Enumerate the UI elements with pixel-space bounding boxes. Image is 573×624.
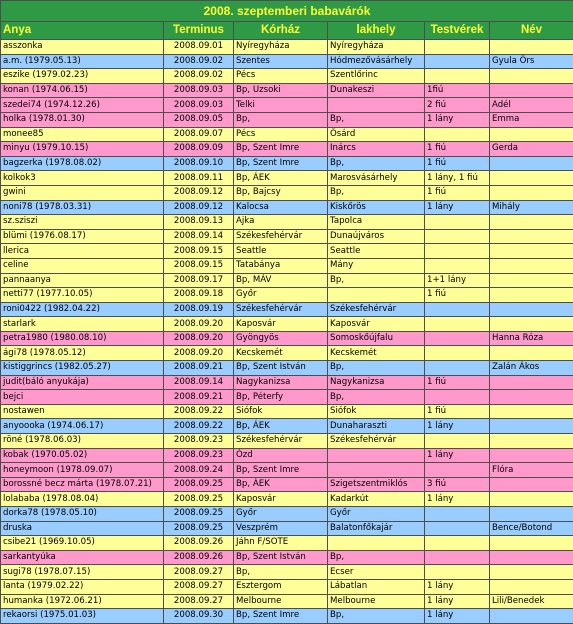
cell-anya: sarkantyúka [1, 550, 164, 565]
cell-lakhely: Tapolca [328, 215, 425, 230]
cell-lakhely [328, 448, 425, 463]
cell-terminus: 2008.09.22 [164, 419, 234, 434]
cell-testverek [425, 302, 490, 317]
cell-korhaz: Bp, Szent István [234, 550, 328, 565]
table-row [1, 346, 573, 361]
table-row [1, 507, 573, 522]
cell-nev [490, 215, 573, 230]
cell-korhaz: Jáhn F/SOTE [234, 536, 328, 551]
cell-anya: kobak (1970.05.02) [1, 448, 164, 463]
cell-terminus: 2008.09.20 [164, 331, 234, 346]
cell-nev: Adél [490, 98, 573, 113]
cell-lakhely: Kaposvár [328, 317, 425, 332]
table-row [1, 463, 573, 478]
cell-anya: gwini [1, 185, 164, 200]
cell-terminus: 2008.09.25 [164, 477, 234, 492]
cell-lakhely: Bp, [328, 112, 425, 127]
cell-testverek: 1 fiú [425, 404, 490, 419]
cell-lakhely: Dunakeszi [328, 83, 425, 98]
cell-terminus: 2008.09.21 [164, 390, 234, 405]
cell-testverek [425, 507, 490, 522]
cell-anya: netti77 (1977.10.05) [1, 288, 164, 303]
cell-lakhely: Szentlőrinc [328, 69, 425, 84]
table-row [1, 171, 573, 186]
cell-anya: asszonka [1, 40, 164, 55]
cell-testverek [425, 229, 490, 244]
cell-terminus: 2008.09.12 [164, 185, 234, 200]
cell-testverek [425, 361, 490, 376]
cell-terminus: 2008.09.14 [164, 229, 234, 244]
cell-testverek: 1 lány [425, 594, 490, 609]
table-row [1, 156, 573, 171]
cell-terminus: 2008.09.03 [164, 98, 234, 113]
cell-anya: csibe21 (1969.10.05) [1, 536, 164, 551]
cell-terminus: 2008.09.17 [164, 273, 234, 288]
cell-nev [490, 565, 573, 580]
cell-terminus: 2008.09.27 [164, 579, 234, 594]
table-row [1, 331, 573, 346]
cell-terminus: 2008.09.25 [164, 521, 234, 536]
cell-lakhely: Székesfehérvár [328, 434, 425, 449]
cell-terminus: 2008.09.20 [164, 317, 234, 332]
cell-korhaz: Pécs [234, 69, 328, 84]
header-lakhely: lakhely [328, 22, 425, 40]
header-korhaz: Kórház [234, 22, 328, 40]
cell-anya: humanka (1972.06.21) [1, 594, 164, 609]
cell-terminus: 2008.09.27 [164, 565, 234, 580]
cell-nev [490, 346, 573, 361]
table-row [1, 404, 573, 419]
cell-korhaz: Győr [234, 507, 328, 522]
cell-korhaz: Székesfehérvár [234, 434, 328, 449]
cell-testverek: 1 lány [425, 200, 490, 215]
cell-anya: starlark [1, 317, 164, 332]
table-row [1, 69, 573, 84]
cell-testverek [425, 331, 490, 346]
cell-korhaz: Szentes [234, 54, 328, 69]
cell-korhaz: Kalocsa [234, 200, 328, 215]
cell-nev [490, 229, 573, 244]
cell-terminus: 2008.09.03 [164, 83, 234, 98]
cell-lakhely: Inárcs [328, 142, 425, 157]
cell-terminus: 2008.09.19 [164, 302, 234, 317]
cell-anya: druska [1, 521, 164, 536]
table-row [1, 375, 573, 390]
cell-terminus: 2008.09.23 [164, 434, 234, 449]
cell-anya: nostawen [1, 404, 164, 419]
cell-terminus: 2008.09.27 [164, 594, 234, 609]
cell-nev [490, 492, 573, 507]
cell-nev [490, 507, 573, 522]
cell-testverek: 1 fiú [425, 288, 490, 303]
cell-nev [490, 127, 573, 142]
cell-nev: Emma [490, 112, 573, 127]
cell-nev [490, 404, 573, 419]
cell-anya: ági78 (1978.05.12) [1, 346, 164, 361]
cell-nev: Flóra [490, 463, 573, 478]
cell-nev: Hanna Róza [490, 331, 573, 346]
cell-testverek [425, 346, 490, 361]
cell-korhaz: Győr [234, 288, 328, 303]
cell-anya: a.m. (1979.05.13) [1, 54, 164, 69]
cell-testverek [425, 536, 490, 551]
cell-korhaz: Ajka [234, 215, 328, 230]
cell-anya: eszike (1979.02.23) [1, 69, 164, 84]
cell-anya: celine [1, 258, 164, 273]
cell-testverek [425, 215, 490, 230]
cell-nev [490, 156, 573, 171]
table-row [1, 54, 573, 69]
table-row [1, 273, 573, 288]
cell-korhaz: Kaposvár [234, 317, 328, 332]
cell-lakhely: Nyíregyháza [328, 40, 425, 55]
cell-terminus: 2008.09.02 [164, 69, 234, 84]
cell-terminus: 2008.09.15 [164, 244, 234, 259]
cell-korhaz: Kaposvár [234, 492, 328, 507]
cell-anya: lolababa (1978.08.04) [1, 492, 164, 507]
cell-anya: holka (1978.01.30) [1, 112, 164, 127]
cell-lakhely: Lábatlan [328, 579, 425, 594]
cell-anya: konan (1974.06.15) [1, 83, 164, 98]
cell-anya: honeymoon (1978.09.07) [1, 463, 164, 478]
cell-lakhely: Hódmezővásárhely [328, 54, 425, 69]
cell-korhaz: Bp, Szent Imre [234, 142, 328, 157]
cell-anya: kistiggrincs (1982.05.27) [1, 361, 164, 376]
cell-korhaz: Bp, Szent Imre [234, 609, 328, 624]
cell-terminus: 2008.09.12 [164, 200, 234, 215]
cell-lakhely [328, 463, 425, 478]
cell-lakhely: Ecser [328, 565, 425, 580]
cell-korhaz: Melbourne [234, 594, 328, 609]
cell-nev [490, 185, 573, 200]
cell-anya: judit(báló anyukája) [1, 375, 164, 390]
cell-testverek: 1+1 lány [425, 273, 490, 288]
cell-lakhely: Győr [328, 507, 425, 522]
table-row [1, 448, 573, 463]
cell-terminus: 2008.09.18 [164, 288, 234, 303]
cell-testverek [425, 390, 490, 405]
cell-korhaz: Bp, Szent Imre [234, 463, 328, 478]
cell-korhaz: Bp, Péterfy [234, 390, 328, 405]
header-testverek: Testvérek [425, 22, 490, 40]
cell-nev [490, 579, 573, 594]
cell-terminus: 2008.09.11 [164, 171, 234, 186]
cell-anya: blümi (1976.08.17) [1, 229, 164, 244]
cell-korhaz: Veszprém [234, 521, 328, 536]
table-row [1, 258, 573, 273]
cell-terminus: 2008.09.10 [164, 156, 234, 171]
cell-anya: anyoooka (1974.06.17) [1, 419, 164, 434]
cell-terminus: 2008.09.24 [164, 463, 234, 478]
cell-anya: monee85 [1, 127, 164, 142]
table-row [1, 609, 573, 624]
cell-terminus: 2008.09.30 [164, 609, 234, 624]
cell-anya: rekaorsi (1975.01.03) [1, 609, 164, 624]
table-row [1, 477, 573, 492]
cell-lakhely: Bp, [328, 185, 425, 200]
cell-testverek: 3 fiú [425, 477, 490, 492]
cell-anya: roni0422 (1982.04.22) [1, 302, 164, 317]
cell-nev [490, 550, 573, 565]
cell-korhaz: Seattle [234, 244, 328, 259]
cell-testverek [425, 521, 490, 536]
cell-korhaz: Tatabánya [234, 258, 328, 273]
cell-nev [490, 375, 573, 390]
table-row [1, 492, 573, 507]
cell-testverek [425, 550, 490, 565]
cell-korhaz: Gyöngyös [234, 331, 328, 346]
cell-terminus: 2008.09.26 [164, 536, 234, 551]
header-terminus: Terminus [164, 22, 234, 40]
cell-nev [490, 609, 573, 624]
cell-testverek: 2 fiú [425, 98, 490, 113]
header-anya: Anya [1, 22, 164, 40]
cell-lakhely: Mány [328, 258, 425, 273]
table-row [1, 288, 573, 303]
cell-korhaz: Székesfehérvár [234, 229, 328, 244]
cell-korhaz: Kecskemét [234, 346, 328, 361]
table-row [1, 390, 573, 405]
cell-lakhely: Szigetszentmiklós [328, 477, 425, 492]
cell-testverek [425, 127, 490, 142]
cell-lakhely: Bp, [328, 273, 425, 288]
table-row [1, 98, 573, 113]
table-row [1, 185, 573, 200]
cell-testverek: 1 lány, 1 fiú [425, 171, 490, 186]
table-row [1, 550, 573, 565]
table-row [1, 434, 573, 449]
cell-terminus: 2008.09.13 [164, 215, 234, 230]
cell-lakhely: Siófok [328, 404, 425, 419]
cell-nev: Mihály [490, 200, 573, 215]
cell-lakhely: Kiskőrös [328, 200, 425, 215]
cell-lakhely: Székesfehérvár [328, 302, 425, 317]
title-row [1, 1, 573, 22]
cell-korhaz: Bp, Uzsoki [234, 83, 328, 98]
cell-korhaz: Bp, ÁEK [234, 171, 328, 186]
cell-testverek: 1 fiú [425, 142, 490, 157]
cell-korhaz: Nyíregyháza [234, 40, 328, 55]
cell-korhaz: Nagykanizsa [234, 375, 328, 390]
table-row [1, 317, 573, 332]
cell-testverek [425, 434, 490, 449]
cell-korhaz: Bp, Szent Imre [234, 156, 328, 171]
cell-testverek [425, 317, 490, 332]
cell-nev [490, 477, 573, 492]
cell-anya: llerica [1, 244, 164, 259]
cell-lakhely: Balatonfőkajár [328, 521, 425, 536]
cell-anya: sugi78 (1978.07.15) [1, 565, 164, 580]
cell-terminus: 2008.09.26 [164, 550, 234, 565]
cell-nev [490, 390, 573, 405]
table-title: 2008. szeptemberi babavárók [1, 1, 573, 22]
cell-korhaz: Ózd [234, 448, 328, 463]
cell-testverek: 1 lány [425, 609, 490, 624]
cell-nev [490, 434, 573, 449]
cell-korhaz: Bp, [234, 112, 328, 127]
cell-korhaz: Esztergom [234, 579, 328, 594]
cell-lakhely: Somoskőújfalu [328, 331, 425, 346]
cell-korhaz: Telki [234, 98, 328, 113]
cell-lakhely [328, 288, 425, 303]
cell-lakhely [328, 536, 425, 551]
header-row [1, 22, 573, 40]
cell-terminus: 2008.09.25 [164, 507, 234, 522]
cell-anya: petra1980 (1980.08.10) [1, 331, 164, 346]
cell-anya: sz.sziszi [1, 215, 164, 230]
cell-terminus: 2008.09.07 [164, 127, 234, 142]
table-row [1, 419, 573, 434]
cell-lakhely: Nagykanizsa [328, 375, 425, 390]
cell-anya: kolkok3 [1, 171, 164, 186]
header-nev: Név [490, 22, 573, 40]
cell-lakhely: Melbourne [328, 594, 425, 609]
cell-nev [490, 171, 573, 186]
cell-korhaz: Bp, Bajcsy [234, 185, 328, 200]
cell-testverek [425, 54, 490, 69]
table-row [1, 536, 573, 551]
cell-nev [490, 273, 573, 288]
cell-testverek: 1 lány [425, 492, 490, 507]
table-row [1, 565, 573, 580]
cell-korhaz: Bp, MÁV [234, 273, 328, 288]
table-row [1, 361, 573, 376]
cell-lakhely: Bp, [328, 550, 425, 565]
cell-terminus: 2008.09.02 [164, 54, 234, 69]
cell-lakhely: Bp, [328, 361, 425, 376]
table-row [1, 200, 573, 215]
cell-lakhely: Kadarkút [328, 492, 425, 507]
cell-testverek [425, 244, 490, 259]
cell-testverek [425, 565, 490, 580]
cell-anya: bagzerka (1978.08.02) [1, 156, 164, 171]
table-row [1, 594, 573, 609]
cell-terminus: 2008.09.01 [164, 40, 234, 55]
cell-nev: Gerda [490, 142, 573, 157]
cell-terminus: 2008.09.23 [164, 448, 234, 463]
cell-terminus: 2008.09.14 [164, 375, 234, 390]
cell-nev [490, 258, 573, 273]
cell-nev [490, 317, 573, 332]
cell-korhaz: Bp, ÁEK [234, 419, 328, 434]
table-row [1, 244, 573, 259]
cell-nev [490, 288, 573, 303]
cell-lakhely [328, 98, 425, 113]
cell-lakhely: Bp, [328, 156, 425, 171]
cell-anya: borossné becz márta (1978.07.21) [1, 477, 164, 492]
cell-testverek: 1 fiú [425, 185, 490, 200]
cell-anya: bejci [1, 390, 164, 405]
cell-testverek [425, 40, 490, 55]
cell-nev: Bence/Botond [490, 521, 573, 536]
cell-nev [490, 40, 573, 55]
cell-nev [490, 419, 573, 434]
cell-lakhely: Ősárd [328, 127, 425, 142]
cell-testverek: 1 fiú [425, 156, 490, 171]
cell-terminus: 2008.09.25 [164, 492, 234, 507]
cell-korhaz: Pécs [234, 127, 328, 142]
cell-terminus: 2008.09.05 [164, 112, 234, 127]
table-row [1, 112, 573, 127]
cell-anya: szedei74 (1974.12.26) [1, 98, 164, 113]
cell-anya: minyu (1979.10.15) [1, 142, 164, 157]
cell-nev [490, 302, 573, 317]
cell-anya: noni78 (1978.03.31) [1, 200, 164, 215]
cell-nev: Gyula Örs [490, 54, 573, 69]
cell-terminus: 2008.09.09 [164, 142, 234, 157]
cell-testverek [425, 69, 490, 84]
cell-terminus: 2008.09.22 [164, 404, 234, 419]
cell-nev [490, 448, 573, 463]
table-body [1, 40, 573, 624]
cell-korhaz: Bp, ÁEK [234, 477, 328, 492]
cell-terminus: 2008.09.21 [164, 361, 234, 376]
cell-lakhely: Kecskemét [328, 346, 425, 361]
cell-nev [490, 536, 573, 551]
cell-lakhely: Bp, [328, 390, 425, 405]
cell-korhaz: Bp, [234, 565, 328, 580]
cell-anya: lanta (1979.02.22) [1, 579, 164, 594]
table-row [1, 127, 573, 142]
table-row [1, 229, 573, 244]
table-row [1, 215, 573, 230]
cell-lakhely: Bp, [328, 609, 425, 624]
table-row [1, 83, 573, 98]
table-row [1, 579, 573, 594]
cell-testverek: 1 fiú [425, 375, 490, 390]
cell-lakhely: Seattle [328, 244, 425, 259]
cell-testverek: 1 lány [425, 448, 490, 463]
table-row [1, 521, 573, 536]
cell-anya: röné (1978.06.03) [1, 434, 164, 449]
cell-anya: pannaanya [1, 273, 164, 288]
cell-testverek: 1 lány [425, 112, 490, 127]
cell-korhaz: Bp, Szent István [234, 361, 328, 376]
table-row [1, 302, 573, 317]
cell-nev [490, 244, 573, 259]
cell-lakhely: Marosvásárhely [328, 171, 425, 186]
cell-testverek: 1 lány [425, 579, 490, 594]
cell-lakhely: Dunaújváros [328, 229, 425, 244]
table-row [1, 40, 573, 55]
cell-nev [490, 69, 573, 84]
cell-nev: Zalán Ákos [490, 361, 573, 376]
cell-testverek: 1fiú [425, 83, 490, 98]
cell-testverek: 1 lány [425, 419, 490, 434]
table-row [1, 142, 573, 157]
cell-anya: dorka78 (1978.05.10) [1, 507, 164, 522]
cell-korhaz: Székesfehérvár [234, 302, 328, 317]
cell-terminus: 2008.09.15 [164, 258, 234, 273]
cell-terminus: 2008.09.20 [164, 346, 234, 361]
cell-korhaz: Siófok [234, 404, 328, 419]
cell-testverek [425, 463, 490, 478]
cell-lakhely: Dunaharaszti [328, 419, 425, 434]
cell-nev [490, 83, 573, 98]
cell-nev: Lili/Benedek [490, 594, 573, 609]
cell-testverek [425, 258, 490, 273]
